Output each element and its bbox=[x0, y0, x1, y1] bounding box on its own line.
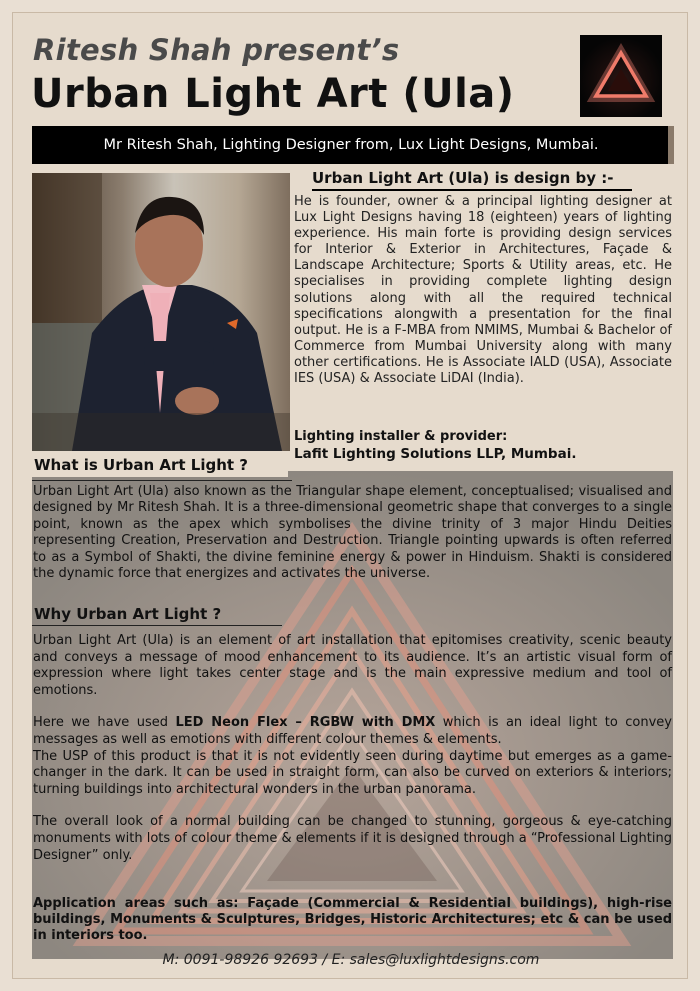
why-paragraph-3: The USP of this product is that it is not evidently seen during daytime but emerges as a game-changer in the dark. It can be used in straight form, can also be curved on exteriors & interiors; turning buildings into architectural wonders in the urban panorama. bbox=[33, 748, 672, 797]
why-paragraph-2 bbox=[33, 715, 672, 748]
page-title: Urban Light Art (Ula) bbox=[31, 71, 515, 117]
designer-photo bbox=[32, 173, 290, 451]
flyer bbox=[12, 12, 688, 979]
why-paragraph-4: The overall look of a normal building can be changed to stunning, gorgeous & eye-catching monuments with lots of colour theme & elements if it is designed through a “Professional Lighting Designer” only. bbox=[33, 814, 672, 863]
why-paragraph-2-post: which is an ideal light to convey messages as well as emotions with different colour themes & elements. bbox=[33, 715, 673, 747]
installer-label: Lighting installer & provider: bbox=[294, 429, 508, 444]
application-areas: Application areas such as: Façade (Commercial & Residential buildings), high-rise buildings, Monuments & Sculptures, Bridges, Historic Architectures; etc & can be used in interiors too. bbox=[33, 896, 672, 943]
why-paragraph-1: Urban Light Art (Ula) is an element of art installation that epitomises creativity, scenic beauty and conveys a message of mood enhancement to its audience. It’s an artistic visual form of expression where light takes center stage and is the main expressive medium and tool of emotions. bbox=[33, 633, 672, 698]
product-name: LED Neon Flex – RGBW with DMX bbox=[175, 715, 436, 731]
designer-banner: Mr Ritesh Shah, Lighting Designer from, Lux Light Designs, Mumbai. bbox=[32, 126, 670, 164]
why-heading: Why Urban Art Light ? bbox=[34, 605, 222, 623]
designer-heading: Urban Light Art (Ula) is design by :- bbox=[312, 169, 614, 187]
banner-shadow bbox=[668, 126, 674, 164]
designer-heading-underline bbox=[312, 189, 632, 191]
why-body bbox=[33, 633, 672, 880]
installer-name: Lafit Lighting Solutions LLP, Mumbai. bbox=[294, 446, 577, 462]
why-heading-underline bbox=[32, 625, 282, 626]
presenter-subtitle: Ritesh Shah present’s bbox=[33, 33, 400, 67]
what-body: Urban Light Art (Ula) also known as the Triangular shape element, conceptualised; visualised and designed by Mr Ritesh Shah. It is a three-dimensional geometric shape that converges to a single point, known as the apex which symbolises the divine trinity of 3 major Hindu Deities representing Creation, Preservation and Destruction. Triangle pointing upwards is often referred to as a Symbol of Shakti, the divine feminine energy & power in Hinduism. Shakti is considered the dynamic force that energizes and activates the universe. bbox=[33, 484, 672, 582]
contact-footer: M: 0091-98926 92693 / E: sales@luxlightdesigns.com bbox=[162, 952, 540, 968]
what-heading: What is Urban Art Light ? bbox=[34, 456, 248, 474]
why-paragraph-2-pre: Here we have used bbox=[33, 715, 176, 731]
triangle-logo-icon bbox=[580, 35, 662, 117]
designer-bio: He is founder, owner & a principal lighting designer at Lux Light Designs having 18 (eighteen) years of lighting experience. His main forte is providing design services for Interior & Exterior in Architectures, Façade & Landscape Architecture; Sports & Utility areas, etc. He specialises in providing complete lighting design solutions along with all the required technical specifications alongwith a presentation for the final output. He is a F-MBA from NMIMS, Mumbai & Bachelor of Commerce from Mumbai University along with many other certifications. He is Associate IALD (USA), Associate IES (USA) & Associate LiDAI (India). bbox=[294, 194, 672, 387]
what-heading-underline bbox=[32, 480, 292, 481]
